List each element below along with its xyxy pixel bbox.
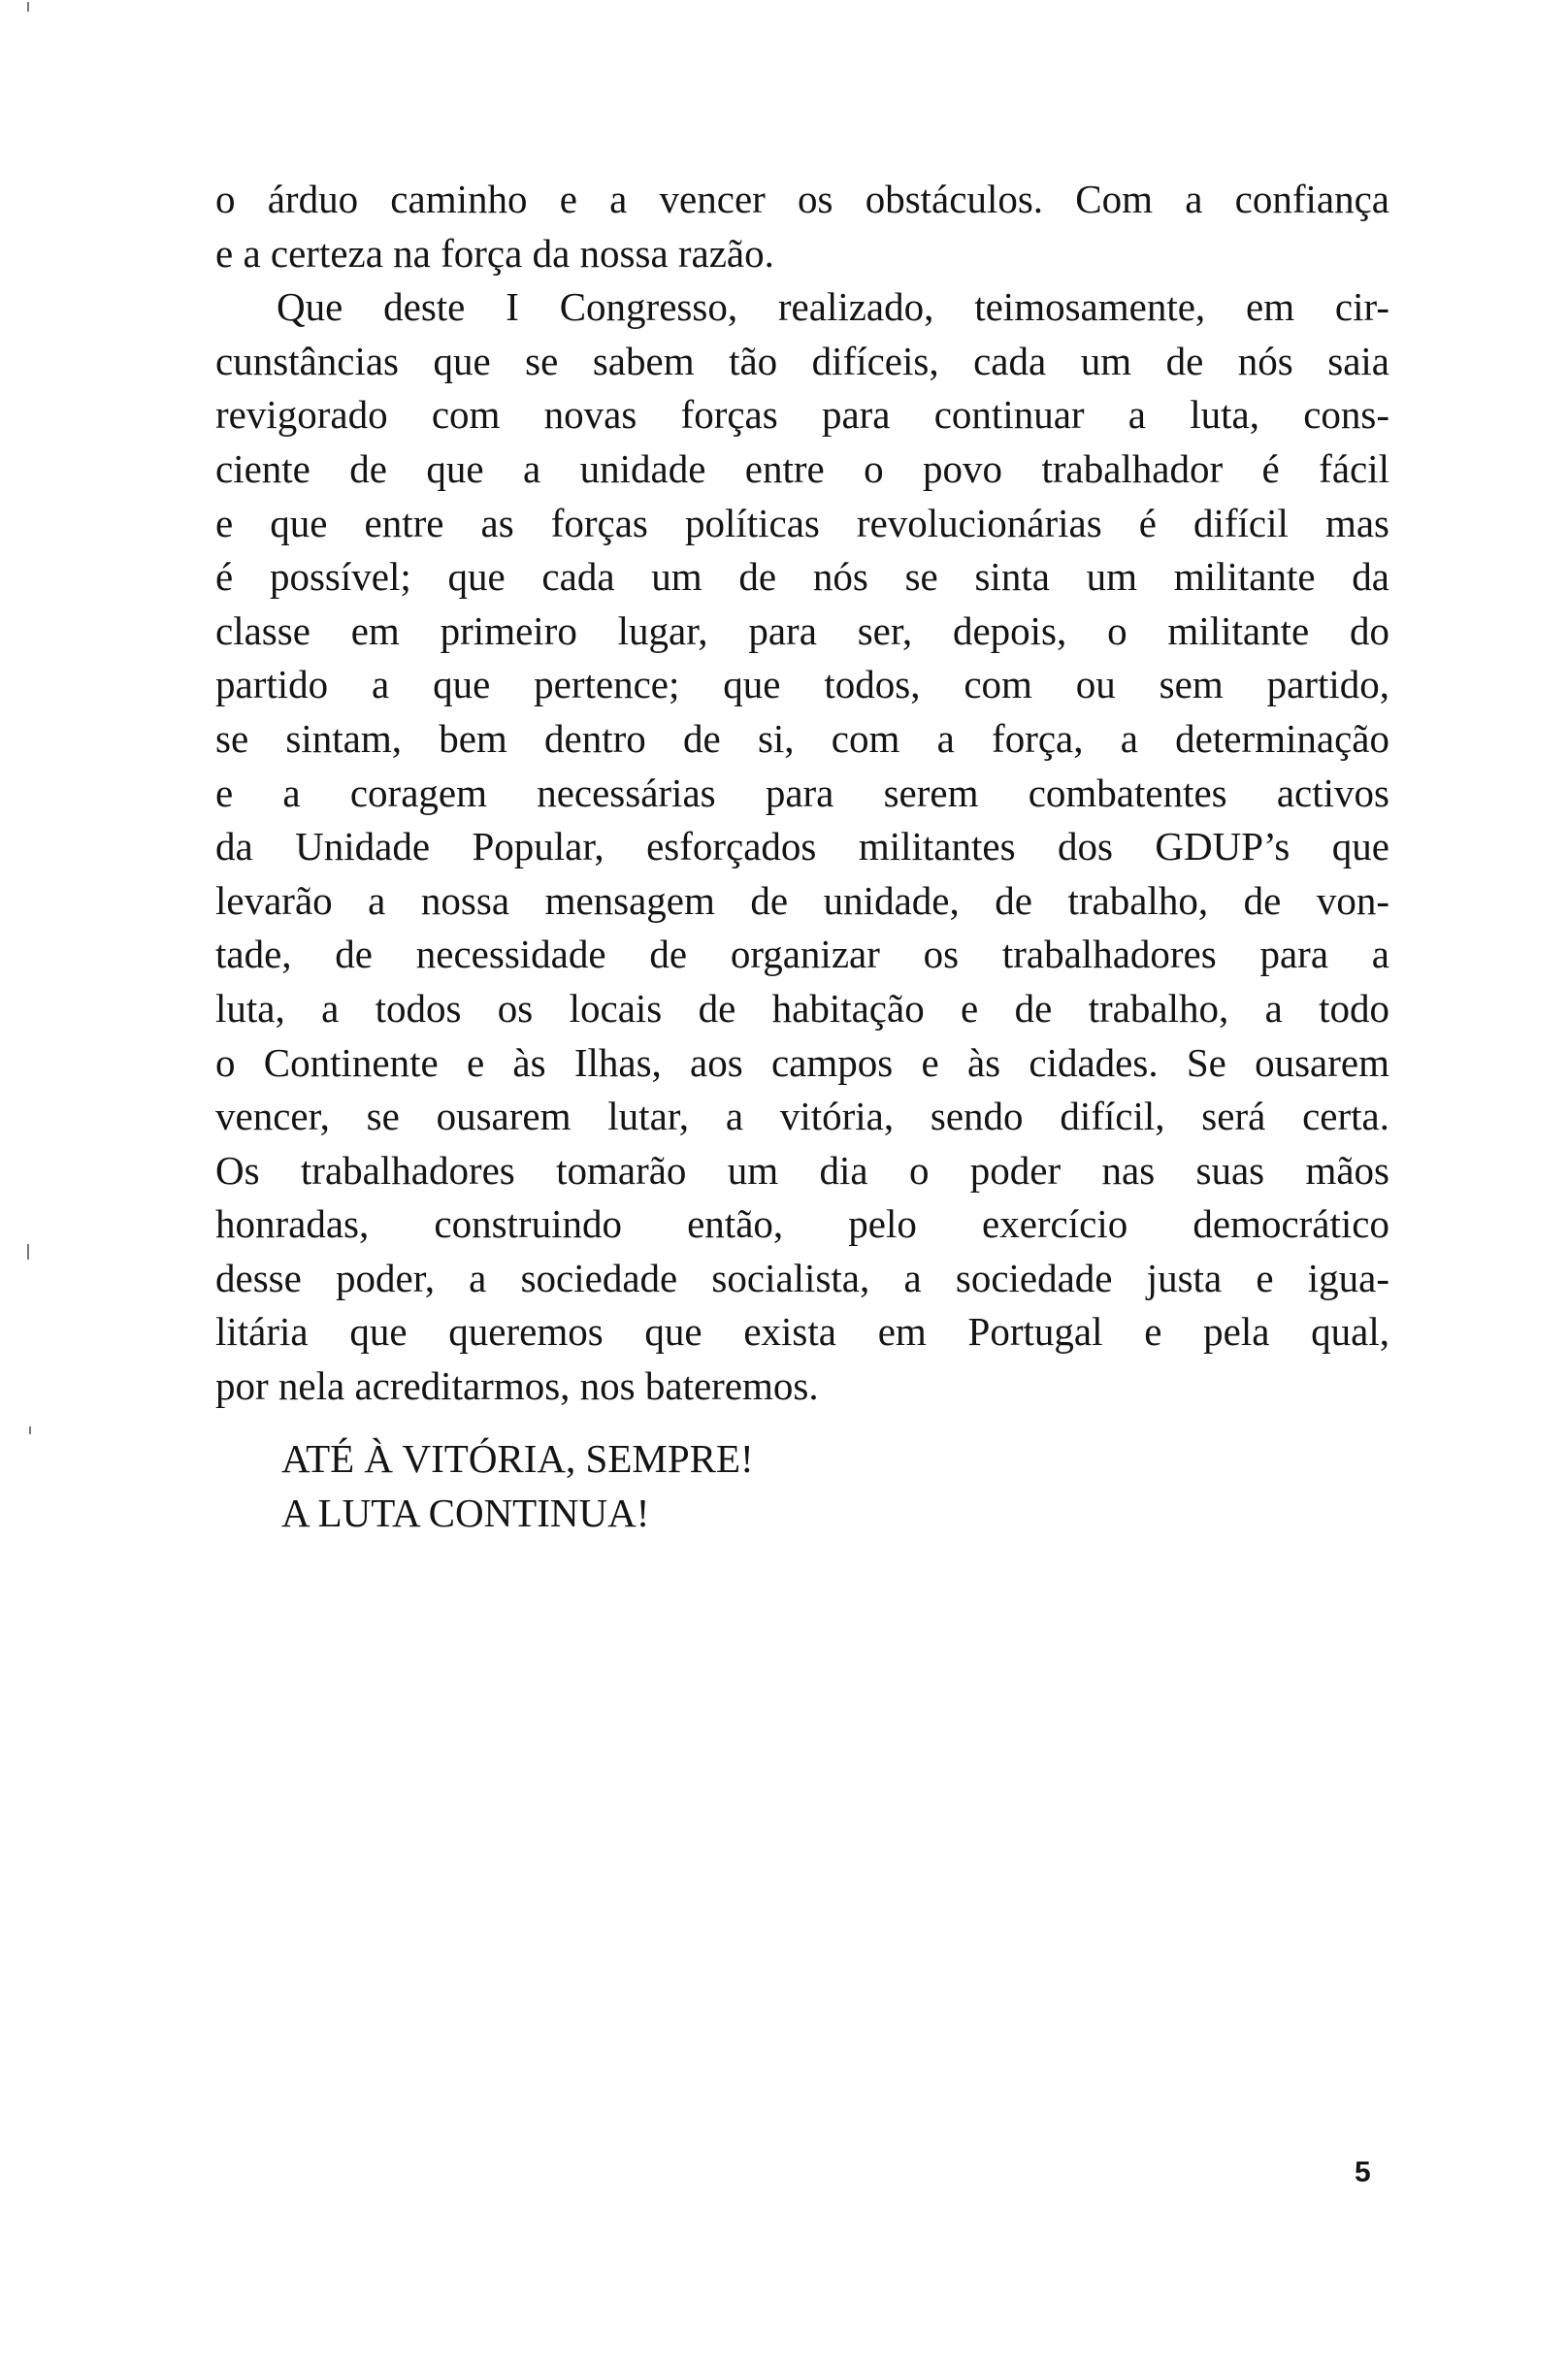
text-line: Os trabalhadores tomarão um dia o poder nas suas mãos <box>215 1147 1389 1193</box>
text-line: honradas, construindo então, pelo exercício democrático <box>215 1201 1389 1247</box>
text-line: levarão a nossa mensagem de unidade, de trabalho, de von- <box>215 877 1389 923</box>
scan-margin-mark <box>27 1244 29 1260</box>
text-line: e que entre as forças políticas revolucionárias é difícil mas <box>215 500 1389 545</box>
closing-slogans <box>281 1431 754 1540</box>
text-line: da Unidade Popular, esforçados militantes dos GDUP’s que <box>215 824 1389 869</box>
text-line: e a coragem necessárias para serem combatentes activos <box>215 770 1389 815</box>
text-line: tade, de necessidade de organizar os trabalhadores para a <box>215 932 1389 977</box>
text-line: cunstâncias que se sabem tão difíceis, cada um de nós saia <box>215 338 1389 383</box>
text-line: se sintam, bem dentro de si, com a força, a determinação <box>215 715 1389 761</box>
scan-margin-mark <box>27 2 29 12</box>
text-line: desse poder, a sociedade socialista, a sociedade justa e igua- <box>215 1255 1389 1300</box>
text-line: revigorado com novas forças para continuar a luta, cons- <box>215 392 1389 438</box>
text-line: vencer, se ousarem lutar, a vitória, sendo difícil, será certa. <box>215 1094 1389 1139</box>
text-line: litária que queremos que exista em Portugal e pela qual, <box>215 1309 1389 1355</box>
text-line: e a certeza na força da nossa razão. <box>215 230 774 276</box>
text-line: luta, a todos os locais de habitação e de trabalho, a todo <box>215 985 1389 1031</box>
page-number: 5 <box>1355 2156 1371 2188</box>
body-text <box>215 173 1389 1414</box>
scan-margin-mark <box>29 1426 31 1434</box>
text-line: é possível; que cada um de nós se sinta um militante da <box>215 554 1389 600</box>
text-line: partido a que pertence; que todos, com ou sem partido, <box>215 662 1389 707</box>
text-line: ciente de que a unidade entre o povo trabalhador é fácil <box>215 445 1389 491</box>
text-line: por nela acreditarmos, nos bateremos. <box>215 1363 819 1409</box>
slogan-line: ATÉ À VITÓRIA, SEMPRE! <box>281 1436 754 1481</box>
text-line: Que deste I Congresso, realizado, teimosamente, em cir- <box>277 284 1389 330</box>
text-line: o árduo caminho e a vencer os obstáculos. Com a confiança <box>215 177 1389 221</box>
slogan-line: A LUTA CONTINUA! <box>281 1491 650 1535</box>
text-line: classe em primeiro lugar, para ser, depois, o militante do <box>215 607 1389 653</box>
text-line: o Continente e às Ilhas, aos campos e às cidades. Se ousarem <box>215 1039 1389 1085</box>
